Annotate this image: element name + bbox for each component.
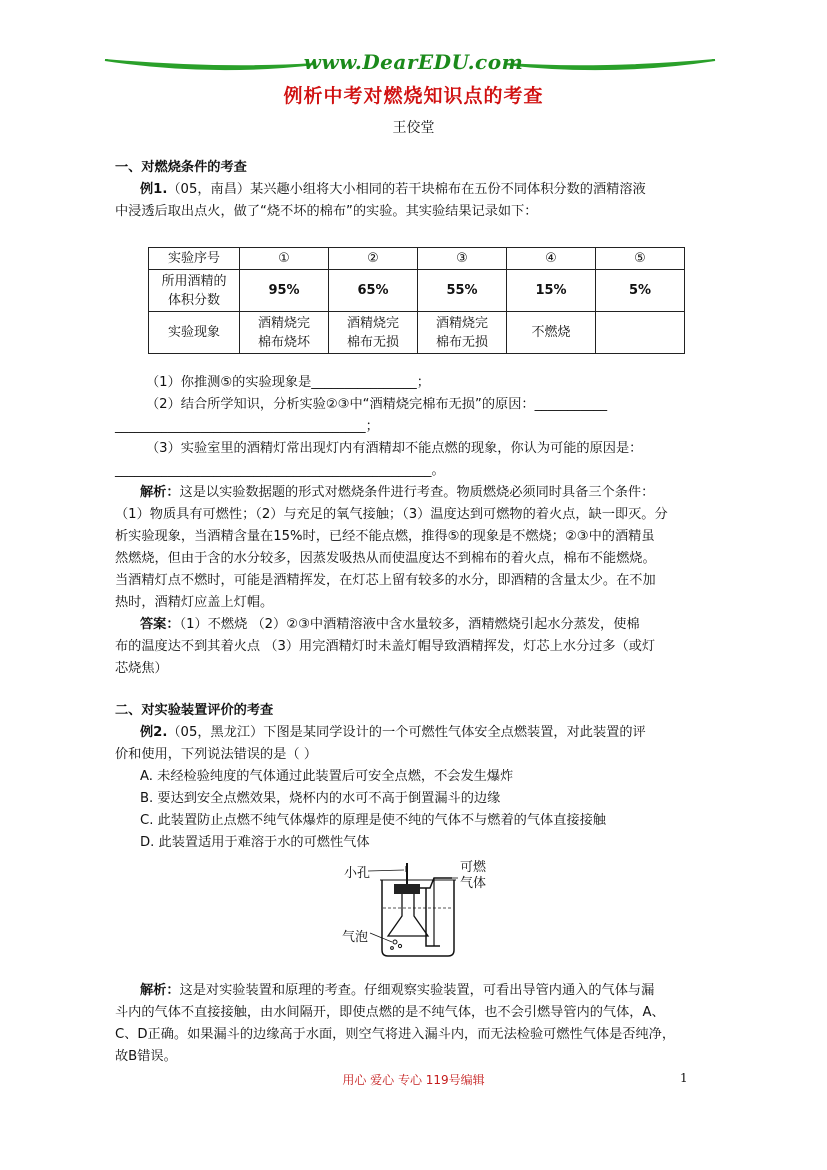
answer-1-line: 布的温度达不到其着火点 （3）用完酒精灯时未盖灯帽导致酒精挥发，灯芯上水分过多（或灯 xyxy=(115,639,656,654)
table-cell: 95% xyxy=(240,270,329,312)
answer-1-line: 芯烧焦） xyxy=(115,661,168,676)
example2-label: 例2. xyxy=(140,725,168,740)
label-hole: 小孔 xyxy=(344,866,371,881)
table-header-phen: 实验现象 xyxy=(149,312,240,354)
analysis-label: 解析： xyxy=(140,485,180,500)
table-cell: 15% xyxy=(507,270,596,312)
analysis-2: 解析：这是对实验装置和原理的考查。仔细观察实验装置，可看出导管内通入的气体与漏 xyxy=(140,983,655,998)
question-2-blank: ______________________________________； xyxy=(115,419,379,434)
table-cell: 65% xyxy=(329,270,418,312)
example1-intro xyxy=(140,179,740,201)
question-1: （1）你推测⑤的实验现象是________________； xyxy=(146,375,430,390)
analysis-2-line: C、D正确。如果漏斗的边缘高于水面，则空气将进入漏斗内，而无法检验可燃性气体是否纯净， xyxy=(115,1027,676,1042)
table-cell xyxy=(596,312,685,354)
page-title: 例析中考对燃烧知识点的考查 xyxy=(283,85,544,107)
experiment-table xyxy=(148,247,685,354)
table-cell: ② xyxy=(329,248,418,270)
analysis-1-line: 当酒精灯点不燃时，可能是酒精挥发，在灯芯上留有较多的水分，即酒精的含量太少。在不加 xyxy=(115,573,656,588)
page-number: 1 xyxy=(680,1071,688,1085)
table-cell: ① xyxy=(240,248,329,270)
analysis-1-line: 析实验现象，当酒精含量在15%时，已经不能点燃，推得⑤的现象是不燃烧；②③中的酒精虽 xyxy=(115,529,655,544)
table-cell: 酒精烧完 棉布无损 xyxy=(329,312,418,354)
answer-1: 答案：（1）不燃烧 （2）②③中酒精溶液中含水量较多，酒精燃烧引起水分蒸发，使棉 xyxy=(140,617,640,632)
option-b: B. 要达到安全点燃效果，烧杯内的水可不高于倒置漏斗的边缘 xyxy=(140,791,501,806)
table-header-conc: 所用酒精的 体积分数 xyxy=(149,270,240,312)
example2-text-2: 价和使用，下列说法错误的是（ ） xyxy=(115,747,318,762)
analysis-2-line: 斗内的气体不直接接触，由水间隔开，即使点燃的是不纯气体，也不会引燃导管内的气体，A、 xyxy=(115,1005,665,1020)
analysis-1-line: （1）物质具有可燃性；（2）与充足的氧气接触；（3）温度达到可燃物的着火点，缺一即灭。分 xyxy=(115,507,668,522)
option-a: A. 未经检验纯度的气体通过此装置后可安全点燃，不会发生爆炸 xyxy=(140,769,514,784)
analysis-1-line: 然燃烧，但由于含的水分较多，因蒸发吸热从而使温度达不到棉布的着火点，棉布不能燃烧。 xyxy=(115,551,656,566)
example1-label: 例1. xyxy=(140,182,168,197)
site-logo[interactable]: www.DearEDU.com xyxy=(303,50,524,74)
table-cell: 不燃烧 xyxy=(507,312,596,354)
table-cell: ⑤ xyxy=(596,248,685,270)
section1-heading: 一、对燃烧条件的考查 xyxy=(115,160,247,175)
section2-heading: 二、对实验装置评价的考查 xyxy=(115,703,274,718)
option-c: C. 此装置防止点燃不纯气体爆炸的原理是使不纯的气体不与燃着的气体直接接触 xyxy=(140,813,606,828)
table-cell: ③ xyxy=(418,248,507,270)
author: 王佼堂 xyxy=(392,120,435,136)
question-3-blank: ________________________________________________。 xyxy=(115,463,445,478)
footer-text: 用心 爱心 专心 119号编辑 xyxy=(342,1073,485,1087)
table-cell: 酒精烧完 棉布烧坏 xyxy=(240,312,329,354)
label-gas: 可燃 气体 xyxy=(460,860,487,891)
analysis-2-line: 故B错误。 xyxy=(115,1049,177,1064)
answer-label: 答案： xyxy=(140,617,180,632)
option-d: D. 此装置适用于难溶于水的可燃性气体 xyxy=(140,835,370,850)
analysis-label: 解析： xyxy=(140,983,180,998)
analysis-1-line: 热时，酒精灯应盖上灯帽。 xyxy=(115,595,274,610)
analysis-1: 解析：这是以实验数据题的形式对燃烧条件进行考查。物质燃烧必须同时具备三个条件： xyxy=(140,485,655,500)
table-cell: 55% xyxy=(418,270,507,312)
question-2: （2）结合所学知识，分析实验②③中“酒精烧完棉布无损”的原因：___________ xyxy=(146,397,608,412)
question-3: （3）实验室里的酒精灯常出现灯内有酒精却不能点燃的现象，你认为可能的原因是： xyxy=(146,441,643,456)
example1-text-2: 中浸透后取出点火，做了“烧不坏的棉布”的实验。其实验结果记录如下： xyxy=(115,204,538,219)
table-cell: ④ xyxy=(507,248,596,270)
apparatus-figure xyxy=(330,858,500,963)
label-bubble: 气泡 xyxy=(342,930,369,945)
table-header-seq: 实验序号 xyxy=(149,248,240,270)
table-cell: 5% xyxy=(596,270,685,312)
table-cell: 酒精烧完 棉布无损 xyxy=(418,312,507,354)
example2-intro: 例2.（05，黑龙江）下图是某同学设计的一个可燃性气体安全点燃装置，对此装置的评 xyxy=(140,725,646,740)
example1-text: （05，南昌）某兴趣小组将大小相同的若干块棉布在五份不同体积分数的酒精溶液 xyxy=(167,182,646,197)
